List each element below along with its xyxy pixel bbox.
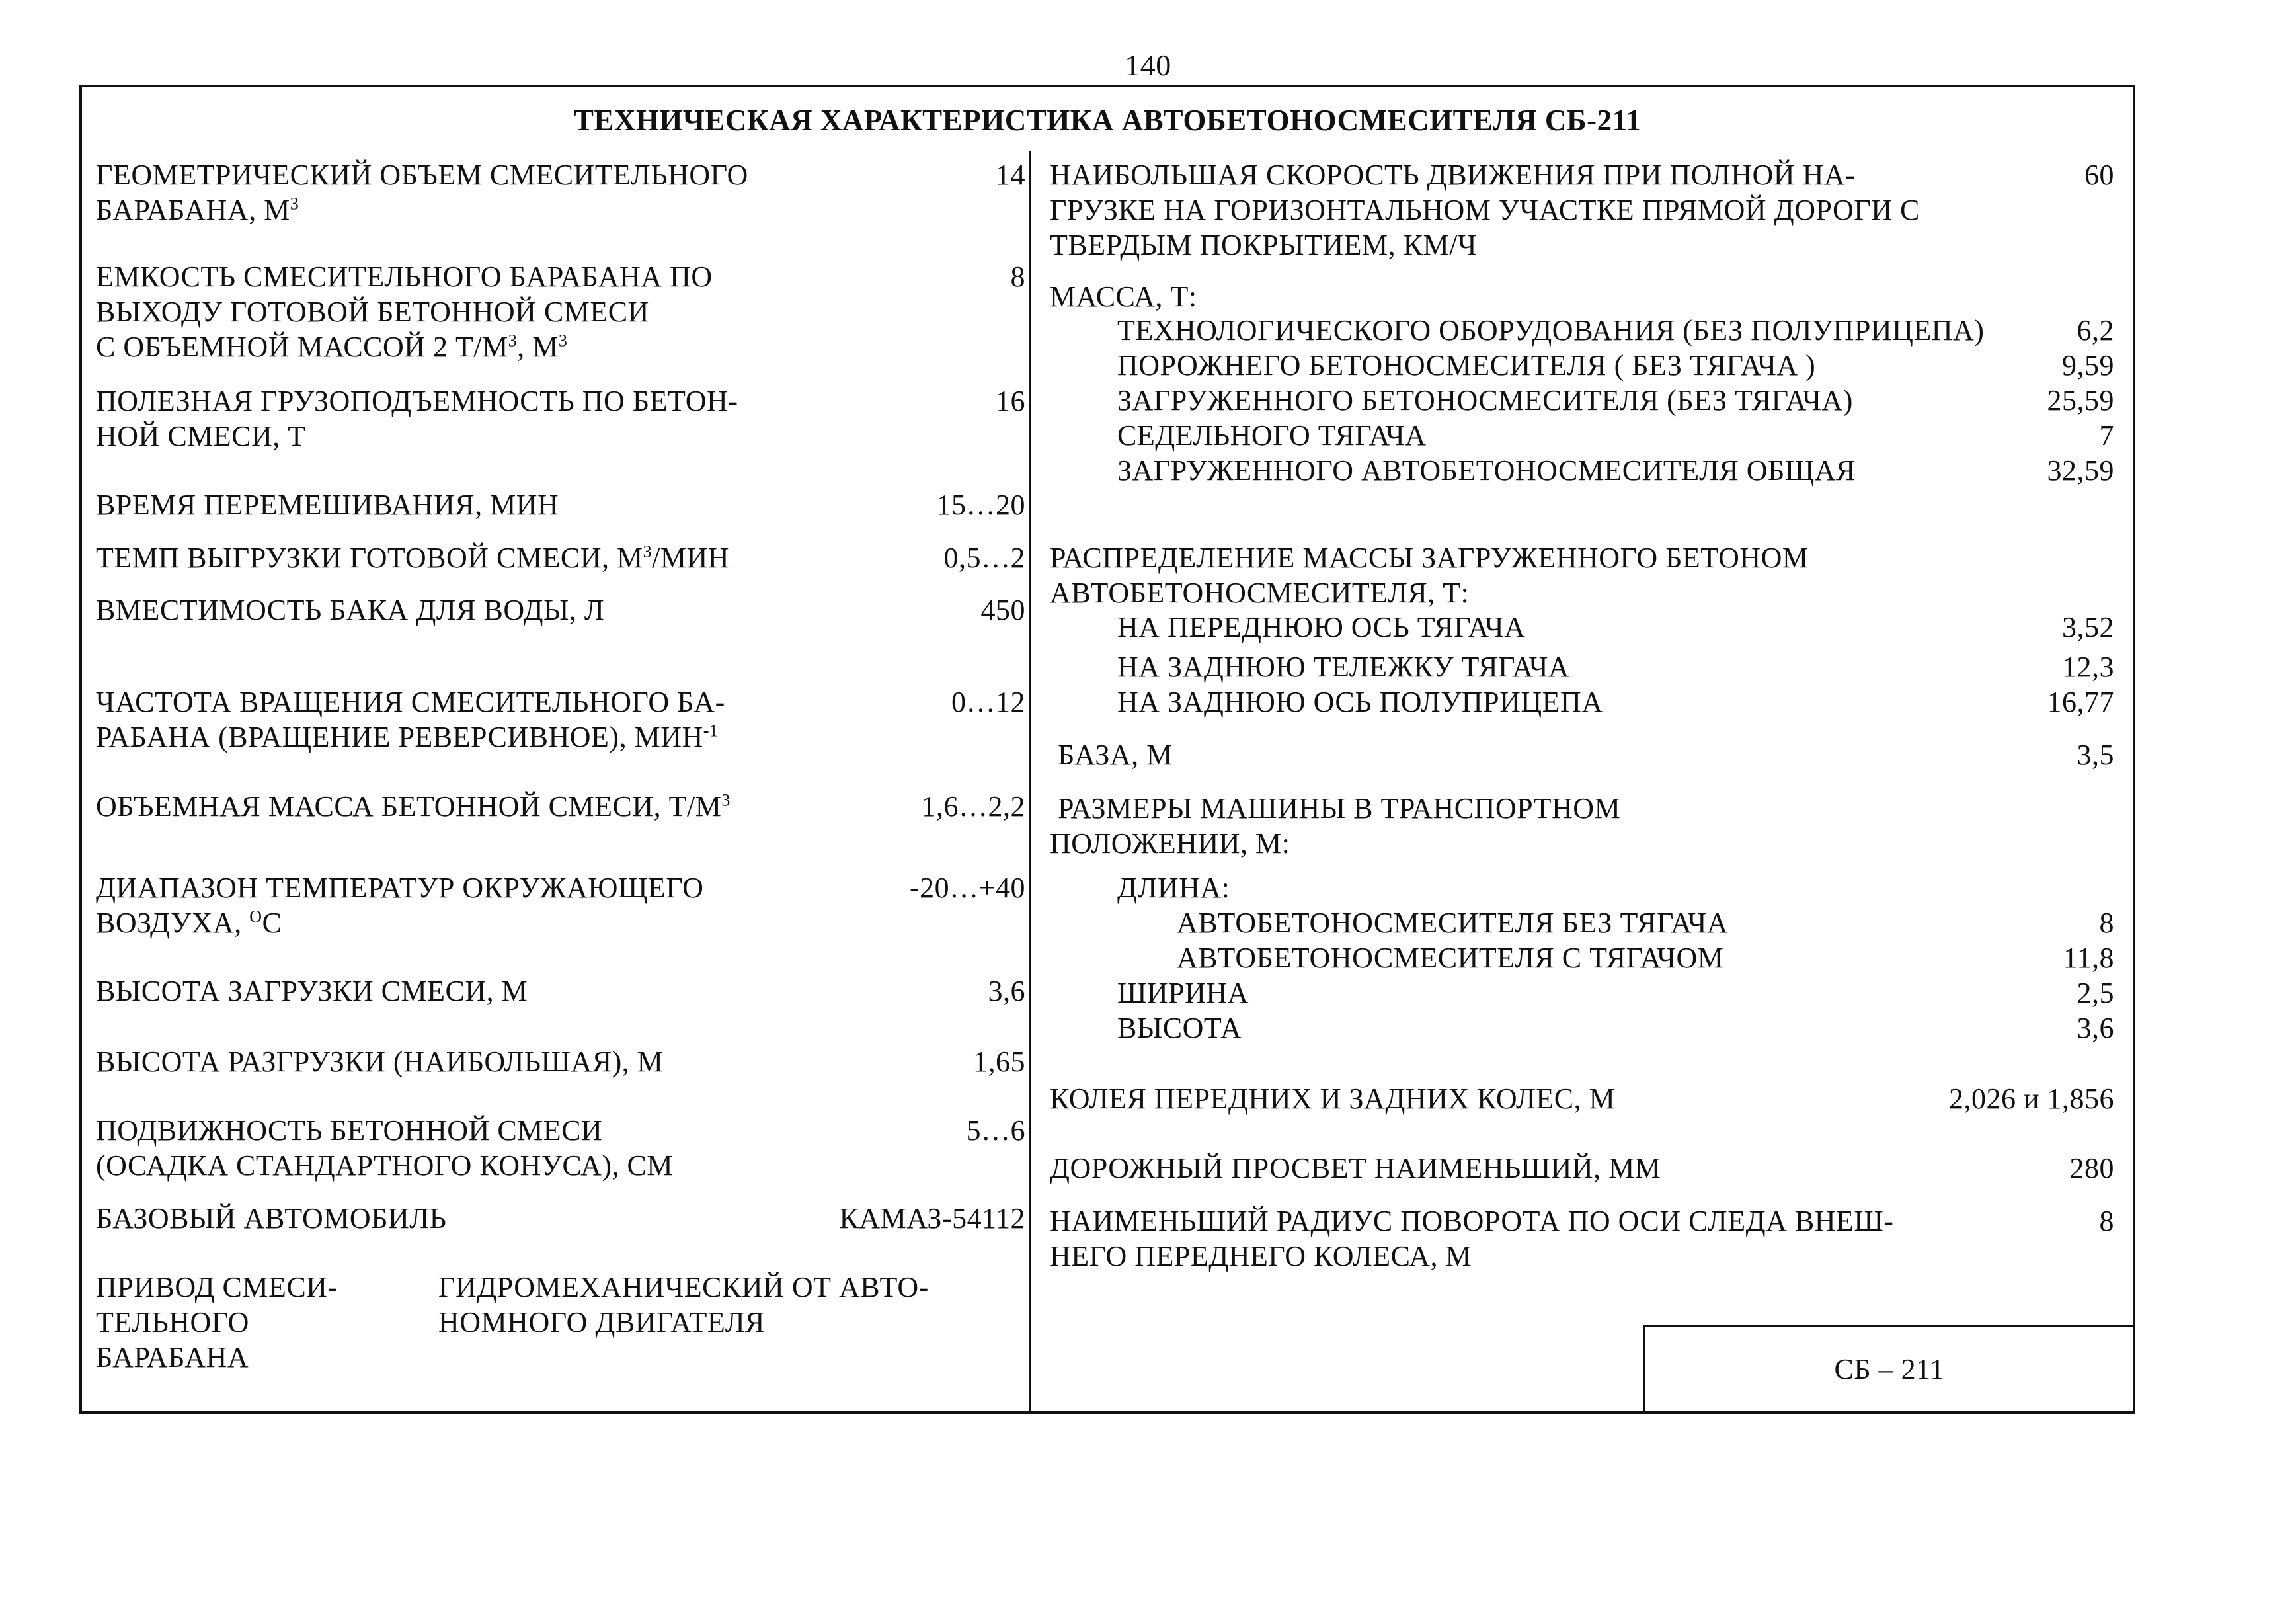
- spec-label: ПОЛЕЗНАЯ ГРУЗОПОДЪЕМНОСТЬ ПО БЕТОН-: [96, 385, 738, 417]
- list-item-label: ЗАГРУЖЕННОГО АВТОБЕТОНОСМЕСИТЕЛЯ ОБЩАЯ: [1117, 454, 1856, 487]
- list-item-label: ШИРИНА: [1117, 977, 1249, 1009]
- spec-value: 15…20: [936, 489, 1025, 521]
- spec-label: ОБЪЕМНАЯ МАССА БЕТОННОЙ СМЕСИ, $Т/М^3$: [96, 790, 731, 823]
- spec-value: 1,65: [973, 1045, 1025, 1078]
- list-item-label: НА ЗАДНЮЮ ТЕЛЕЖКУ ТЯГАЧА: [1117, 651, 1570, 683]
- spec-label: БАРАБАНА: [96, 1341, 249, 1373]
- spec-value: 2,026 и 1,856: [1948, 1083, 2114, 1115]
- list-item-value: 2,5: [2077, 977, 2114, 1009]
- spec-value: 16: [996, 385, 1025, 417]
- spec-label: БАРАБАНА, $М^3$: [96, 194, 299, 226]
- spec-heading: ПОЛОЖЕНИИ, М:: [1050, 827, 1290, 860]
- spec-value: 450: [980, 594, 1025, 626]
- spec-value: 8: [2099, 1205, 2114, 1237]
- page-title: ТЕХНИЧЕСКАЯ ХАРАКТЕРИСТИКА АВТОБЕТОНОСМЕСИТЕЛЯ СБ-211: [573, 104, 1642, 137]
- list-item-value: 25,59: [2047, 384, 2114, 417]
- spec-label: РАБАНА (ВРАЩЕНИЕ РЕВЕРСИВНОЕ), $МИН^{-1}$: [96, 721, 719, 753]
- spec-label: С ОБЪЕМНОЙ МАССОЙ 2 $Т/М^3$, $М^3$: [96, 331, 568, 363]
- list-item-label: АВТОБЕТОНОСМЕСИТЕЛЯ С ТЯГАЧОМ: [1177, 942, 1724, 974]
- list-item-value: 32,59: [2047, 454, 2114, 487]
- spec-value: 0…12: [951, 686, 1025, 718]
- stamp-code: СБ – 211: [1834, 1353, 1945, 1385]
- spec-heading: АВТОБЕТОНОСМЕСИТЕЛЯ, Т:: [1050, 577, 1470, 609]
- list-item-value: 8: [2099, 907, 2114, 939]
- spec-label: (ОСАДКА СТАНДАРТНОГО КОНУСА), СМ: [96, 1149, 673, 1182]
- spec-label: КОЛЕЯ ПЕРЕДНИХ И ЗАДНИХ КОЛЕС, М: [1050, 1083, 1616, 1115]
- spec-label: ДОРОЖНЫЙ ПРОСВЕТ НАИМЕНЬШИЙ, ММ: [1050, 1152, 1661, 1184]
- list-item-label: АВТОБЕТОНОСМЕСИТЕЛЯ БЕЗ ТЯГАЧА: [1177, 907, 1729, 939]
- spec-label: ПРИВОД СМЕСИ-: [96, 1271, 338, 1303]
- spec-label: ЧАСТОТА ВРАЩЕНИЯ СМЕСИТЕЛЬНОГО БА-: [96, 686, 725, 718]
- spec-label: НАИБОЛЬШАЯ СКОРОСТЬ ДВИЖЕНИЯ ПРИ ПОЛНОЙ НА-: [1050, 159, 1856, 191]
- spec-value: 1,6…2,2: [921, 790, 1025, 823]
- spec-value: 60: [2084, 159, 2114, 191]
- spec-value: КАМАЗ-54112: [839, 1202, 1025, 1235]
- list-item-label: ЗАГРУЖЕННОГО БЕТОНОСМЕСИТЕЛЯ (БЕЗ ТЯГАЧА): [1117, 384, 1853, 417]
- spec-label: ГРУЗКЕ НА ГОРИЗОНТАЛЬНОМ УЧАСТКЕ ПРЯМОЙ ДОРОГИ С: [1050, 194, 1920, 226]
- spec-subheading: ДЛИНА:: [1117, 872, 1230, 904]
- spec-label: ТЕМП ВЫГРУЗКИ ГОТОВОЙ СМЕСИ, $М^3$/МИН: [96, 542, 730, 574]
- spec-heading: МАССА, Т:: [1050, 280, 1197, 313]
- spec-value: -20…+40: [910, 872, 1025, 904]
- list-item-label: ВЫСОТА: [1117, 1012, 1242, 1044]
- list-item-value: 6,2: [2077, 314, 2114, 347]
- list-item-value: 12,3: [2062, 651, 2114, 683]
- list-item-label: ТЕХНОЛОГИЧЕСКОГО ОБОРУДОВАНИЯ (БЕЗ ПОЛУПРИЦЕПА): [1117, 314, 1985, 347]
- spec-label: БАЗОВЫЙ АВТОМОБИЛЬ: [96, 1202, 447, 1235]
- spec-label: ВЫХОДУ ГОТОВОЙ БЕТОННОЙ СМЕСИ: [96, 296, 649, 328]
- spec-label: ВОЗДУХА, $^O$С: [96, 907, 282, 939]
- spec-label: ВРЕМЯ ПЕРЕМЕШИВАНИЯ, МИН: [96, 489, 559, 521]
- list-item-value: 16,77: [2047, 686, 2114, 718]
- spec-value: НОМНОГО ДВИГАТЕЛЯ: [438, 1306, 765, 1338]
- spec-value: 14: [996, 159, 1025, 191]
- spec-label: ВЫСОТА РАЗГРУЗКИ (НАИБОЛЬШАЯ), М: [96, 1045, 664, 1078]
- spec-value: 3,5: [2077, 739, 2114, 771]
- spec-value: 8: [1010, 261, 1025, 293]
- list-item-value: 11,8: [2063, 942, 2114, 974]
- list-item-value: 3,6: [2077, 1012, 2114, 1044]
- spec-label: ТВЕРДЫМ ПОКРЫТИЕМ, КМ/Ч: [1050, 229, 1477, 261]
- list-item-label: СЕДЕЛЬНОГО ТЯГАЧА: [1117, 419, 1427, 452]
- list-item-value: 9,59: [2062, 349, 2114, 382]
- spec-value: ГИДРОМЕХАНИЧЕСКИЙ ОТ АВТО-: [438, 1271, 929, 1303]
- spec-heading: РАЗМЕРЫ МАШИНЫ В ТРАНСПОРТНОМ: [1058, 792, 1621, 825]
- column-divider: [1029, 151, 1031, 1414]
- list-item-value: 3,52: [2062, 611, 2114, 643]
- spec-label: ВМЕСТИМОСТЬ БАКА ДЛЯ ВОДЫ, Л: [96, 594, 605, 626]
- list-item-label: НА ПЕРЕДНЮЮ ОСЬ ТЯГАЧА: [1117, 611, 1526, 643]
- spec-value: 3,6: [988, 975, 1025, 1007]
- list-item-label: ПОРОЖНЕГО БЕТОНОСМЕСИТЕЛЯ ( БЕЗ ТЯГАЧА ): [1117, 349, 1816, 382]
- spec-value: 5…6: [966, 1114, 1025, 1147]
- spec-label: ГЕОМЕТРИЧЕСКИЙ ОБЪЕМ СМЕСИТЕЛЬНОГО: [96, 159, 748, 191]
- list-item-label: НА ЗАДНЮЮ ОСЬ ПОЛУПРИЦЕПА: [1117, 686, 1603, 718]
- spec-label: ТЕЛЬНОГО: [96, 1306, 249, 1338]
- spec-label: ЕМКОСТЬ СМЕСИТЕЛЬНОГО БАРАБАНА ПО: [96, 261, 713, 293]
- spec-label: НЕГО ПЕРЕДНЕГО КОЛЕСА, М: [1050, 1240, 1472, 1272]
- spec-value: 280: [2069, 1152, 2114, 1184]
- list-item-value: 7: [2099, 419, 2114, 452]
- spec-label: НОЙ СМЕСИ, Т: [96, 420, 306, 452]
- spec-label: НАИМЕНЬШИЙ РАДИУС ПОВОРОТА ПО ОСИ СЛЕДА ВНЕШ-: [1050, 1205, 1894, 1237]
- spec-heading: РАСПРЕДЕЛЕНИЕ МАССЫ ЗАГРУЖЕННОГО БЕТОНОМ: [1050, 542, 1809, 574]
- spec-label: БАЗА, М: [1058, 739, 1173, 771]
- page-number: 140: [1125, 48, 1171, 82]
- spec-value: 0,5…2: [943, 542, 1025, 574]
- spec-label: ДИАПАЗОН ТЕМПЕРАТУР ОКРУЖАЮЩЕГО: [96, 872, 704, 904]
- spec-label: ПОДВИЖНОСТЬ БЕТОННОЙ СМЕСИ: [96, 1114, 603, 1147]
- spec-label: ВЫСОТА ЗАГРУЗКИ СМЕСИ, М: [96, 975, 528, 1007]
